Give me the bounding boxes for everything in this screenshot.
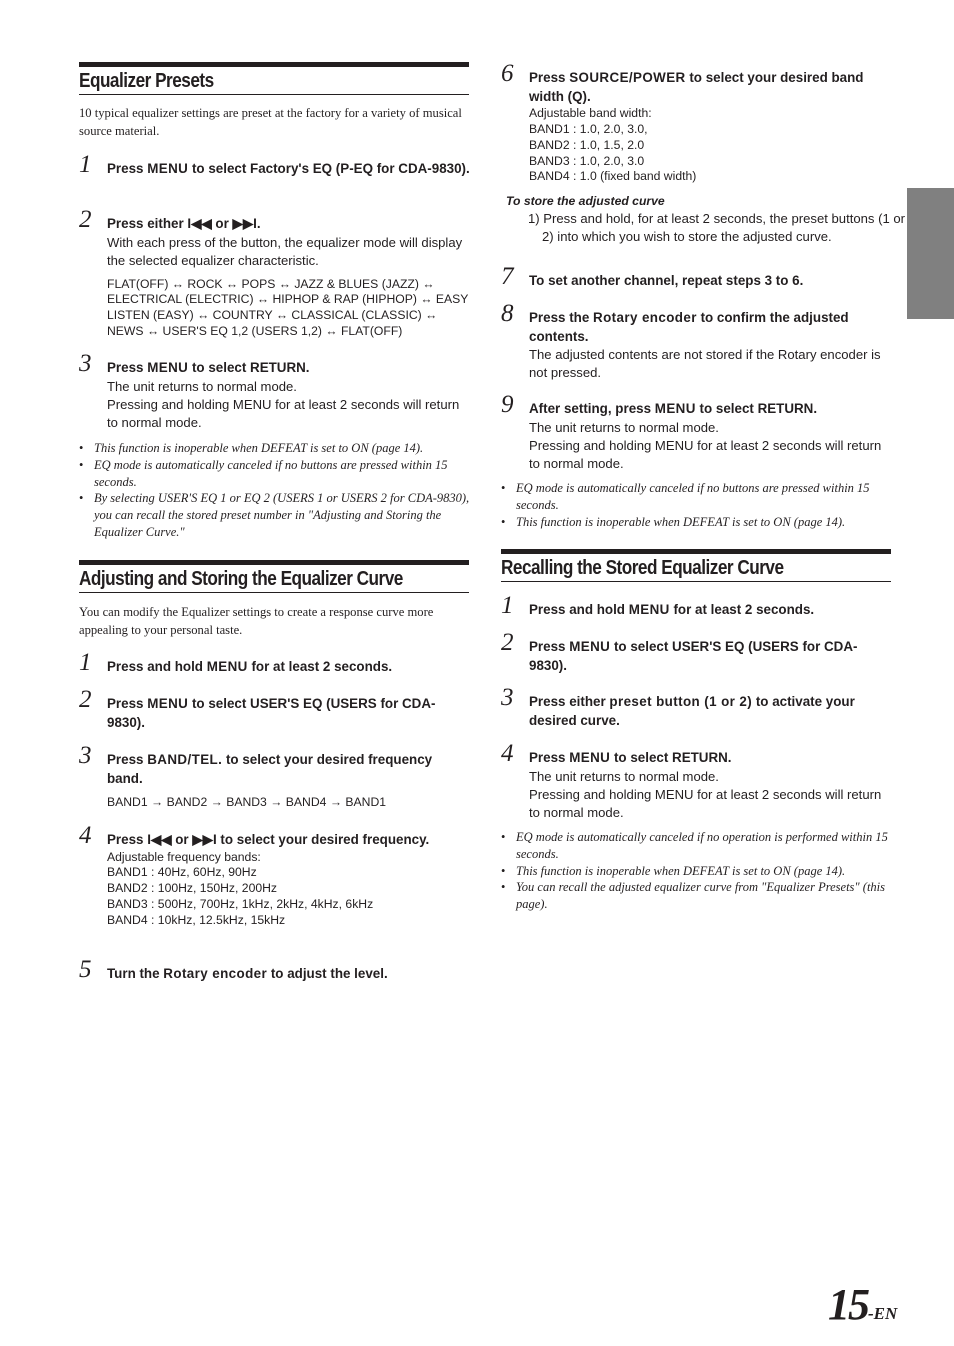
- step-number: 6: [501, 60, 514, 87]
- step-description: The adjusted contents are not stored if the Rotary encoder is not pressed.: [529, 347, 881, 381]
- bandwidth-line: BAND1 : 1.0, 2.0, 3.0,: [529, 121, 648, 136]
- frequency-line: Adjustable frequency bands:: [107, 849, 261, 864]
- note-item: • EQ mode is automatically canceled if no buttons are pressed within 15 seconds.: [79, 457, 471, 491]
- note-item: • EQ mode is automatically canceled if no buttons are pressed within 15 seconds.: [501, 480, 893, 514]
- frequency-line: BAND1 : 40Hz, 60Hz, 90Hz: [107, 865, 257, 880]
- note-item: • This function is inoperable when DEFEAT is set to ON (page 14).: [79, 440, 471, 457]
- step-title: Press either preset button (1 or 2) to activate your desired curve.: [529, 694, 855, 728]
- presets-notes: [79, 440, 471, 541]
- step-number: 2: [501, 629, 514, 656]
- bandwidth-line: BAND2 : 1.0, 1.5, 2.0: [529, 137, 645, 152]
- bandwidth-line: BAND4 : 1.0 (fixed band width): [529, 169, 697, 184]
- step-title: Press I◀◀ or ▶▶I to select your desired frequency.: [107, 832, 430, 847]
- step-title: Press either I◀◀ or ▶▶I.: [107, 216, 261, 231]
- step-title: Press MENU to select USER'S EQ (USERS for CDA-9830).: [107, 696, 436, 730]
- step-description: The unit returns to normal mode.: [529, 419, 719, 435]
- step-number: 8: [501, 300, 514, 327]
- step-title: Press and hold MENU for at least 2 seconds.: [107, 659, 393, 674]
- step-title: Press the Rotary encoder to confirm the adjusted contents.: [529, 310, 849, 344]
- step-number: 2: [79, 686, 92, 713]
- section-heading-recalling: Recalling the Stored Equalizer Curve: [501, 549, 891, 582]
- section-heading-adjusting: Adjusting and Storing the Equalizer Curve: [79, 560, 469, 593]
- step-title: Press MENU to select Factory's EQ (P-EQ for CDA-9830).: [107, 161, 470, 176]
- step-description: The unit returns to normal mode.: [529, 768, 719, 784]
- bandwidth-line: BAND3 : 1.0, 2.0, 3.0: [529, 153, 645, 168]
- step-title: Press MENU to select RETURN.: [107, 360, 310, 375]
- step-description: Pressing and holding MENU for at least 2 seconds will return to normal mode.: [107, 396, 460, 430]
- note-item: • EQ mode is automatically canceled if no operation is performed within 15 seconds.: [501, 829, 893, 863]
- step-description: Pressing and holding MENU for at least 2 seconds will return to normal mode.: [529, 786, 882, 820]
- step-title: Press MENU to select USER'S EQ (USERS for CDA-9830).: [529, 639, 858, 673]
- note-item: • This function is inoperable when DEFEAT is set to ON (page 14).: [501, 863, 893, 880]
- presets-intro: 10 typical equalizer settings are preset at the factory for a variety of musical source material.: [79, 106, 462, 138]
- step-title: Press MENU to select RETURN.: [529, 750, 732, 765]
- eq-mode-cycle: FLAT(OFF) ↔ ROCK ↔ POPS ↔ JAZZ & BLUES (JAZZ) ↔ ELECTRICAL (ELECTRIC) ↔ HIPHOP & RAP (HIPHOP) ↔ EASY LISTEN (EASY) ↔ COUNTRY ↔ CLASSICAL (CLASSIC) ↔ NEWS ↔ USER'S EQ 1,2 (USERS 1,2) ↔ FLAT(OFF): [107, 276, 469, 338]
- recall-notes: [501, 829, 893, 913]
- frequency-line: BAND2 : 100Hz, 150Hz, 200Hz: [107, 881, 278, 896]
- step-number: 1: [501, 592, 514, 619]
- band-sequence: BAND1 → BAND2 → BAND3 → BAND4 → BAND1: [107, 795, 387, 810]
- step-number: 9: [501, 391, 514, 418]
- step-title: Press SOURCE/POWER to select your desired band width (Q).: [529, 70, 864, 104]
- step-title: Press BAND/TEL. to select your desired frequency band.: [107, 752, 433, 786]
- store-curve-heading: To store the adjusted curve: [506, 194, 665, 208]
- note-item: • You can recall the adjusted equalizer curve from "Equalizer Presets" (this page).: [501, 879, 893, 913]
- step-number: 4: [79, 822, 92, 849]
- section-heading-equalizer-presets: Equalizer Presets: [79, 62, 469, 95]
- step-number: 2: [79, 206, 92, 233]
- step-number: 1: [79, 649, 92, 676]
- chapter-tab: [907, 188, 954, 319]
- page-number: 15-EN: [828, 1280, 898, 1329]
- step-title: Turn the Rotary encoder to adjust the level.: [107, 966, 388, 981]
- step-description: Pressing and holding MENU for at least 2 seconds will return to normal mode.: [529, 437, 882, 471]
- adjusting-notes: [501, 480, 893, 530]
- step-number: 3: [79, 742, 92, 769]
- store-curve-instruction: 1) Press and hold, for at least 2 seconds, the preset buttons (1 or 2) into which you wish to store the adjusted curve.: [528, 211, 906, 244]
- step-title: To set another channel, repeat steps 3 to 6.: [529, 273, 804, 288]
- step-number: 1: [79, 151, 92, 178]
- step-number: 7: [501, 263, 514, 290]
- step-title: Press and hold MENU for at least 2 seconds.: [529, 602, 815, 617]
- step-number: 4: [501, 740, 514, 767]
- step-description: With each press of the button, the equalizer mode will display the selected equalizer characteristic.: [107, 234, 463, 268]
- adjusting-intro: You can modify the Equalizer settings to create a response curve more appealing to your personal taste.: [79, 605, 434, 637]
- step-number: 3: [79, 350, 92, 377]
- step-number: 5: [79, 956, 92, 983]
- step-number: 3: [501, 684, 514, 711]
- step-description: The unit returns to normal mode.: [107, 378, 297, 394]
- note-item: • By selecting USER'S EQ 1 or EQ 2 (USERS 1 or USERS 2 for CDA-9830), you can recall the stored preset number in "Adjusting and Storing the Equalizer Curve.": [79, 490, 471, 540]
- frequency-line: BAND4 : 10kHz, 12.5kHz, 15kHz: [107, 912, 286, 927]
- note-item: • This function is inoperable when DEFEAT is set to ON (page 14).: [501, 514, 893, 531]
- bandwidth-line: Adjustable band width:: [529, 106, 652, 121]
- step-title: After setting, press MENU to select RETURN.: [529, 401, 818, 416]
- frequency-line: BAND3 : 500Hz, 700Hz, 1kHz, 2kHz, 4kHz, 6kHz: [107, 896, 374, 911]
